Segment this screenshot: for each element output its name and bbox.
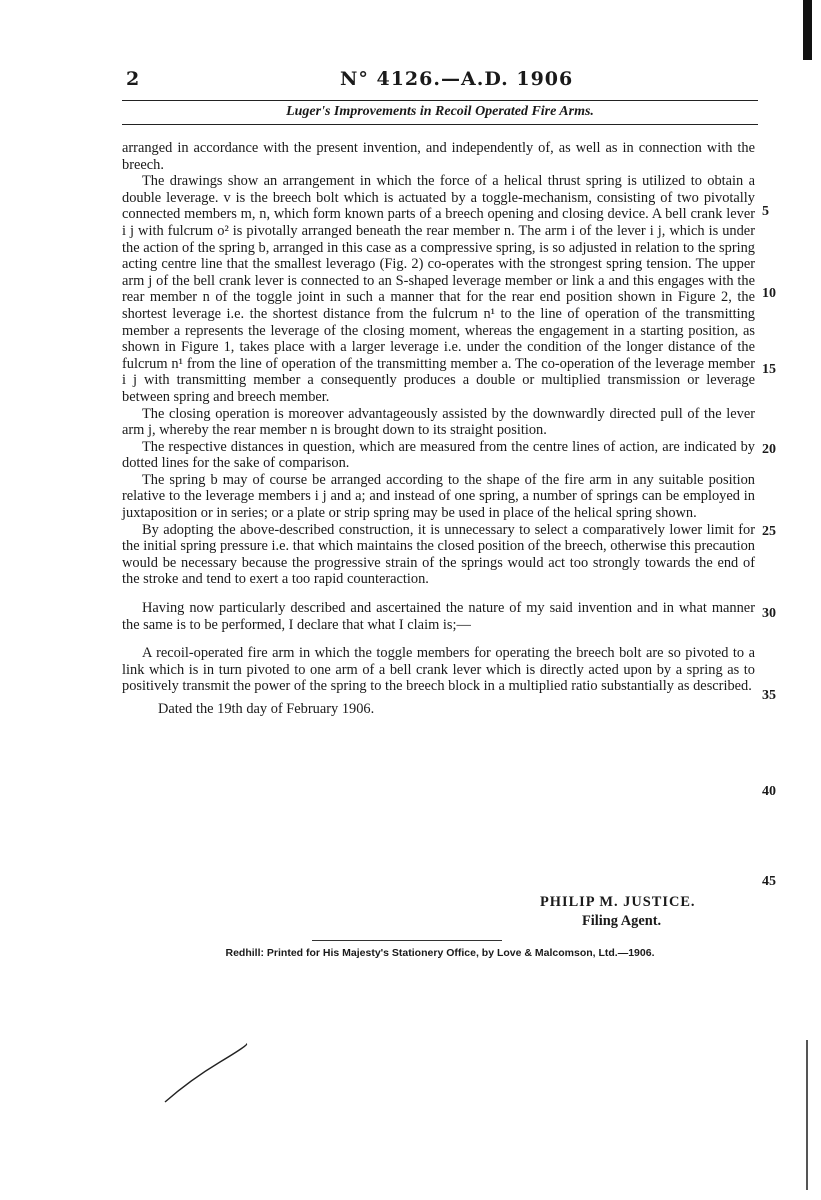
line-number-20: 20 (762, 442, 776, 457)
scan-edge-line (806, 1040, 808, 1190)
signature-title: Filing Agent. (582, 913, 662, 929)
line-number-15: 15 (762, 362, 776, 377)
paragraph-continuation: arranged in accordance with the present invention, and independently of, as well as in connection with the breech. (122, 140, 755, 173)
line-number-40: 40 (762, 784, 776, 799)
paragraph-construction: By adopting the above-described construction, it is unnecessary to select a comparatively lower limit for the initial spring pressure i.e. that which maintains the closed position of the breech, otherwise this precaution would be necessary because the progressive strain of the springs would act too strongly towards the end of the stroke and tend to exert a too rapid counteraction. (122, 521, 755, 588)
paragraph-spring: The spring b may of course be arranged according to the shape of the fire arm in any suitable position relative to the leverage members i j and a; and instead of one spring, a number of springs can be employed in juxtaposition or in series; or a plate or strip spring may be used in place of the helical spring shown. (122, 471, 755, 522)
line-number-30: 30 (762, 606, 776, 621)
paragraph-distances: The respective distances in question, which are measured from the centre lines of action, are indicated by dotted lines for the sake of comparison. (122, 438, 755, 472)
printer-imprint: Redhill: Printed for His Majesty's Stationery Office, by Love & Malcomson, Ltd.—1906. (225, 947, 655, 959)
dated-line: Dated the 19th day of February 1906. (158, 701, 375, 717)
paragraph-declaration: Having now particularly described and ascertained the nature of my said invention and in what manner the same is to be performed, I declare that what I claim is;— (122, 600, 755, 633)
page-number: 2 (126, 68, 140, 90)
running-title: Luger's Improvements in Recoil Operated Fire Arms. (286, 104, 594, 119)
line-number-10: 10 (762, 286, 776, 301)
header-rule-bottom (122, 124, 758, 125)
body-text (122, 140, 755, 718)
paragraph-closing-operation: The closing operation is moreover advantageously assisted by the downwardly directed pull of the lever arm j, whereby the rear member n is brought down to its straight position. (122, 405, 755, 439)
line-number-25: 25 (762, 524, 776, 539)
line-number-45: 45 (762, 874, 776, 889)
signature-block (540, 894, 696, 930)
line-number-35: 35 (762, 688, 776, 703)
header-rule-top (122, 100, 758, 101)
patent-number: N° 4126.—A.D. 1906 (340, 68, 574, 90)
paragraph-claim: A recoil-operated fire arm in which the toggle members for operating the breech bolt are so pivoted to a link which is in turn pivoted to one arm of a bell crank lever which is directly acted upon by a spring as to positively transmit the power of the spring to the breech block in a multiplied ratio substantially as described. (122, 645, 755, 695)
paragraph-drawings: The drawings show an arrangement in which the force of a helical thrust spring is utilized to obtain a double leverage. v is the breech bolt which is actuated by a toggle-mechanism, consisting of two pivotally connected members m, n, which form known parts of a breech opening and closing device. A bell crank lever i j with fulcrum o² is pivotally arranged beneath the rear member n. The arm i of the lever i j, which is under the action of the spring b, arranged in this case as a compressive spring, is so adjusted in relation to the spring acting centre line that the smallest leverago (Fig. 2) co-operates with the strongest spring tension. The upper arm j of the bell crank lever is connected to an S-shaped leverage member or link a and this engages with the rear member n of the toggle joint in such a manner that for the rear end position shown in Figure 2, the shortest leverage i.e. the shortest distance from the fulcrum n¹ to the line of operation of the transmitting member a represents the leverage of the closing moment, whereas the engagement in a starting position, as shown in Figure 1, takes place with a larger leverage i.e. under the condition of the longer distance of the fulcrum n¹ from the line of operation of the transmitting member a. The co-operation of the leverage member i j with transmitting member a consequently produces a double or multiplied transmission or leverage between spring and breech member. (122, 173, 755, 405)
scan-edge-mark (803, 0, 812, 60)
page-header (120, 66, 760, 96)
line-number-5: 5 (762, 204, 769, 219)
pencil-stroke-mark (160, 1040, 250, 1110)
signature-name: PHILIP M. JUSTICE. (540, 894, 696, 910)
printer-rule (312, 940, 502, 941)
